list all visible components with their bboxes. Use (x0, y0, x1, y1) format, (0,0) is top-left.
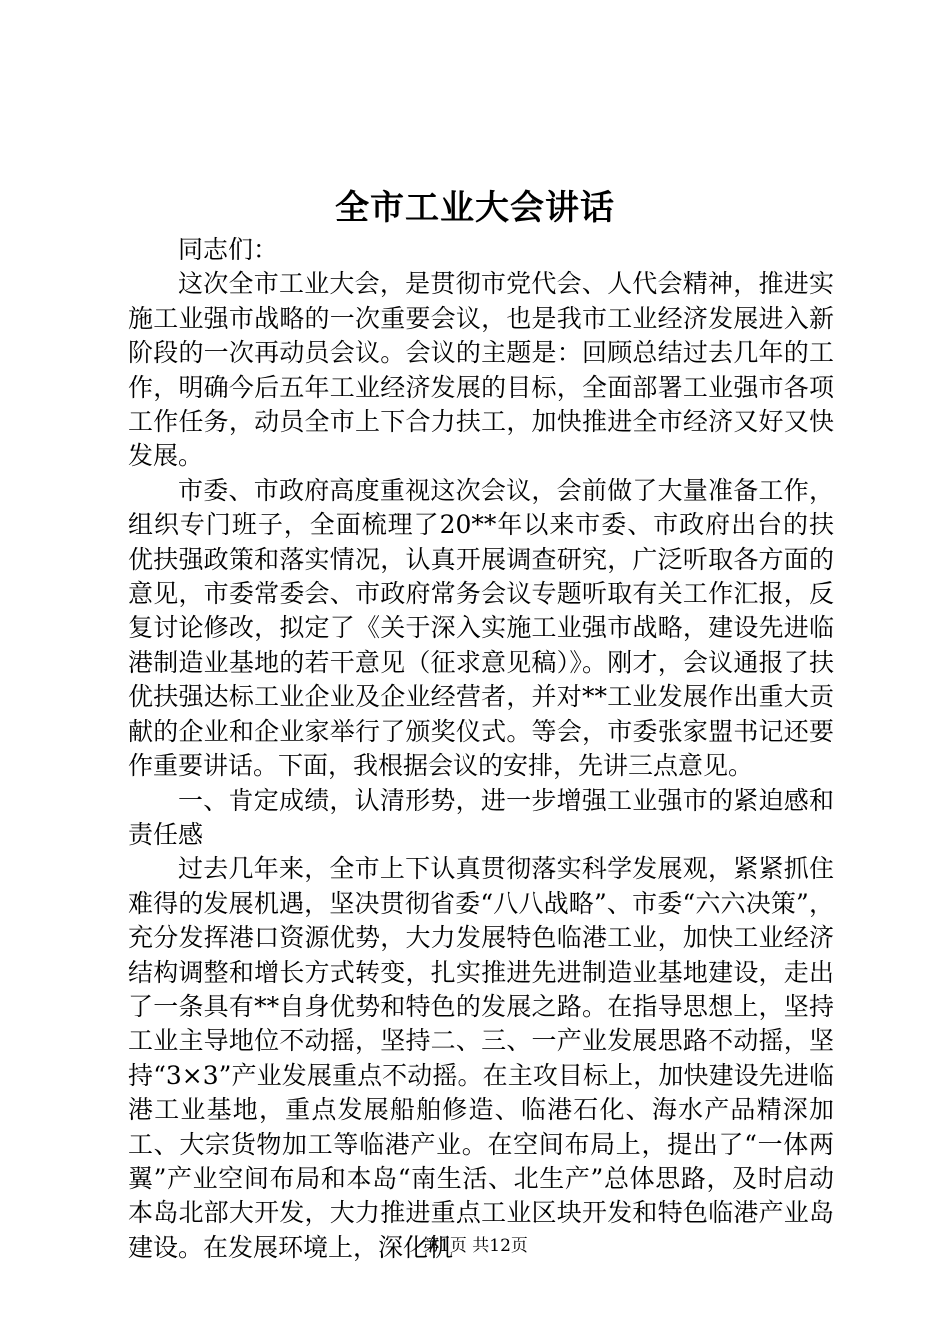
salutation: 同志们： (178, 235, 279, 264)
paragraph-preparation: 市委、市政府高度重视这次会议，会前做了大量准备工作，组织专门班子，全面梳理了20**年以来市委、市政府出台的扶优扶强政策和落实情况，认真开展调查研究，广泛听取各方面的意见，市委常委会、市政府常务会议专题听取有关工作汇报，反复讨论修改，拟定了《关于深入实施工业强市战略，建设先进临港制造业基地的若干意见（征求意见稿）》。刚才，会议通报了扶优扶强达标工业企业及企业经营者，并对**工业发展作出重大贡献的企业和企业家举行了颁奖仪式。等会，市委张家盟书记还要作重要讲话。下面，我根据会议的安排，先讲三点意见。 (128, 475, 834, 781)
document-title: 全市工业大会讲话 (335, 188, 615, 228)
paragraph-achievements: 过去几年来，全市上下认真贯彻落实科学发展观，紧紧抓住难得的发展机遇，坚决贯彻省委“八八战略”、市委“六六决策”，充分发挥港口资源优势，大力发展特色临港工业，加快工业经济结构调整和增长方式转变，扎实推进先进制造业基地建设，走出了一条具有**自身优势和特色的发展之路。在指导思想上，坚持工业主导地位不动摇，坚持二、三、一产业发展思路不动摇，坚持“3×3”产业发展重点不动摇。在主攻目标上，加快建设先进临港工业基地，重点发展船舶修造、临港石化、海水产品精深加工、大宗货物加工等临港产业。在空间布局上，提出了“一体两翼”产业空间布局和本岛“南生活、北生产”总体思路，及时启动本岛北部大开发，大力推进重点工业区块开发和特色临港产业岛建设。在发展环境上，深化机 (128, 854, 834, 1262)
section-heading: 一、肯定成绩，认清形势，进一步增强工业强市的紧迫感和责任感 (128, 785, 834, 849)
page-footer: 第1页 共12页 (422, 1236, 528, 1256)
paragraph-intro: 这次全市工业大会，是贯彻市党代会、人代会精神，推进实施工业强市战略的一次重要会议，也是我市工业经济发展进入新阶段的一次再动员会议。会议的主题是：回顾总结过去几年的工作，明确今后五年工业经济发展的目标，全面部署工业强市各项工作任务，动员全市上下合力扶工，加快推进全市经济又好又快发展。 (128, 269, 834, 471)
document-body (128, 233, 834, 1265)
